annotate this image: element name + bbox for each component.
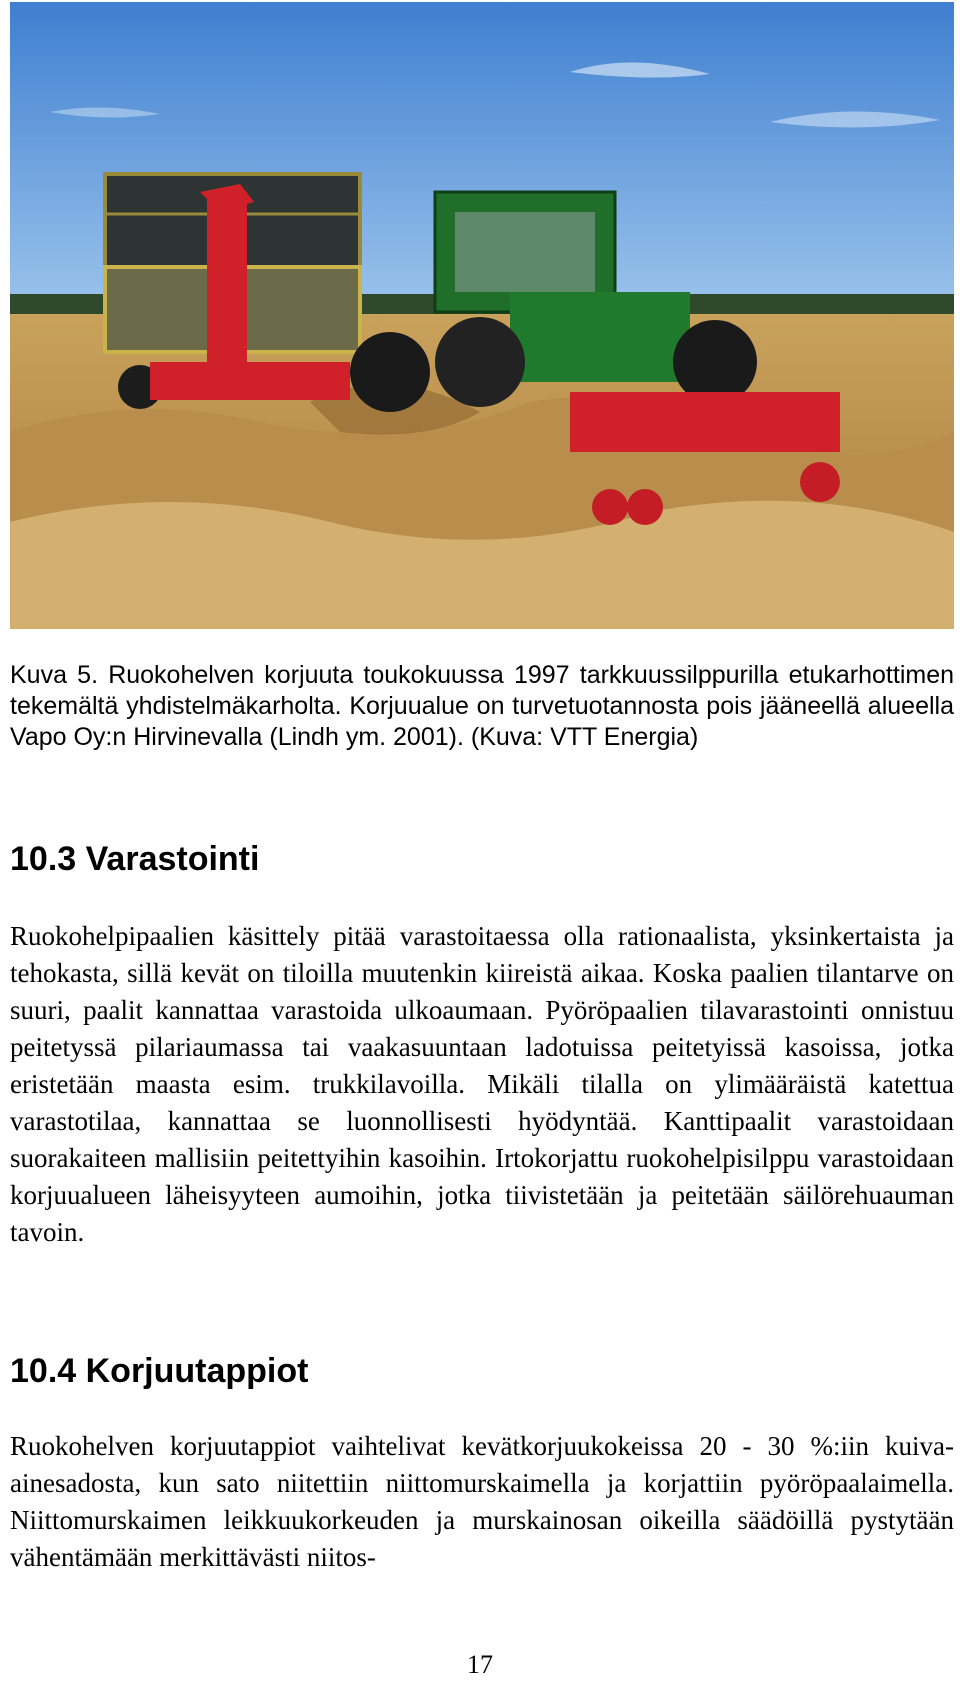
section-heading-korjuutappiot: 10.4 Korjuutappiot: [10, 1352, 309, 1390]
field-harvest-photo: [10, 2, 954, 629]
section-heading-varastointi: 10.3 Varastointi: [10, 840, 260, 878]
section-body-korjuutappiot: Ruokohelven korjuutappiot vaihtelivat kevätkorjuukokeissa 20 - 30 %:iin kuiva-ainesadosta, kun sato niitettiin niittomurskaimella ja korjattiin pyöröpaalaimella. Niittomurskaimen leikkuukorkeuden ja murskainosan oikeilla säädöillä pystytään vähentämään merkittävästi niitos-: [10, 1431, 954, 1572]
section-body-varastointi: Ruokohelpipaalien käsittely pitää varastoitaessa olla rationaalista, yksinkertaista ja tehokasta, sillä kevät on tiloilla muutenkin kiireistä aikaa. Koska paalien tilantarve on suuri, paalit kannattaa varastoida ulkoaumaan. Pyöröpaalien tilavarastointi onnistuu peitetyssä pilariaumassa tai vaakasuuntaan ladotuissa peitetyissä kasoissa, jotka eristetään maasta esim. trukkilavoilla. Mikäli tilalla on ylimääräistä katettua varastotilaa, kannattaa se luonnollisesti hyödyntää. Kanttipaalit varastoidaan suorakaiteen mallisiin peitettyihin kasoihin. Irtokorjattu ruokohelpisilppu varastoidaan korjuualueen läheisyyteen aumoihin, jotka tiivistetään ja peitetään säilörehuauman tavoin.: [10, 921, 954, 1247]
figure-caption: Kuva 5. Ruokohelven korjuuta toukokuussa 1997 tarkkuussilppurilla etukarhottimen tekemältä yhdistelmäkarholta. Korjuualue on turvetuotannosta pois jääneellä alueella Vapo Oy:n Hirvinevalla (Lindh ym. 2001). (Kuva: VTT Energia): [10, 661, 954, 751]
page-number: 17: [467, 1650, 493, 1679]
